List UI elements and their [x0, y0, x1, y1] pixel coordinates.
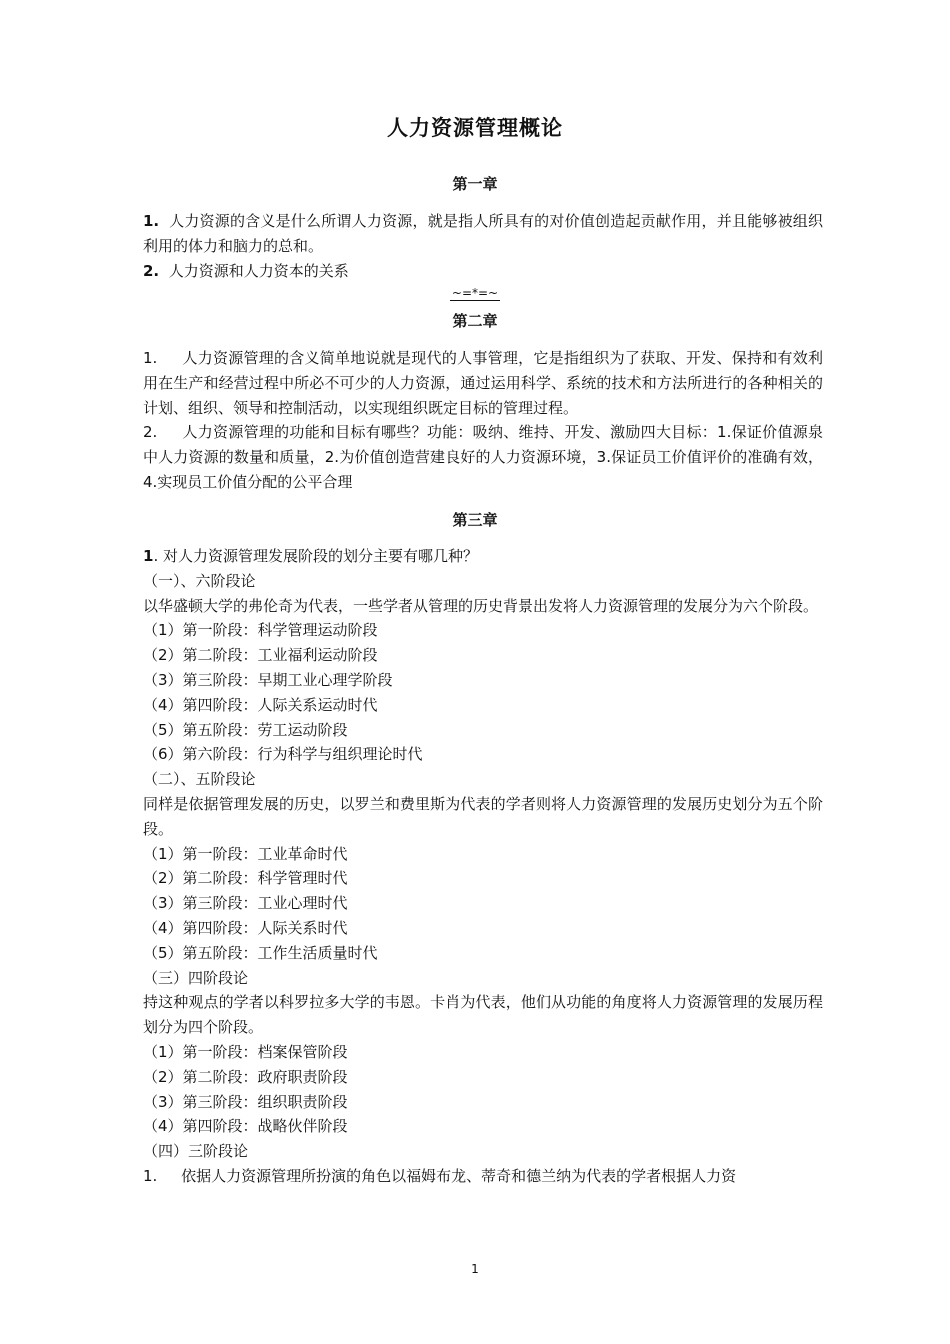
chapter-3-question — [143, 544, 823, 569]
five-stage-item: （3）第三阶段：工业心理时代 — [143, 894, 348, 913]
item-number: 1. — [143, 349, 158, 367]
chapter-1-heading: 第一章 — [452, 175, 498, 193]
item-text: . 对人力资源管理发展阶段的划分主要有哪几种？ — [153, 547, 478, 565]
separator-mark: ~=*=~ — [451, 286, 499, 300]
item-number: 2. — [143, 261, 160, 280]
six-stage-item: （5）第五阶段：劳工运动阶段 — [143, 720, 348, 739]
six-stage-item: （4）第四阶段：人际关系运动时代 — [143, 695, 378, 714]
item-text: 人力资源管理的功能和目标有哪些？功能：吸纳、维持、开发、激励四大目标：1.保证价值源泉中人力资源的数量和质量，2.为价值创造营建良好的人力资源环境，3.保证员工价值评价的准确有效，4.实现员工价值分配的公平合理 — [143, 423, 823, 491]
six-stage-item: （3）第三阶段：早期工业心理学阶段 — [143, 670, 393, 689]
chapter-2-heading: 第二章 — [452, 312, 498, 330]
five-stage-item: （4）第四阶段：人际关系时代 — [143, 918, 348, 937]
four-stage-item: （2）第二阶段：政府职责阶段 — [143, 1067, 348, 1086]
three-stage-item-1 — [143, 1164, 823, 1189]
chapter-3-heading: 第三章 — [452, 511, 498, 529]
four-stage-item: （4）第四阶段：战略伙伴阶段 — [143, 1117, 348, 1136]
item-number: 1 — [143, 547, 154, 565]
chapter-2-body — [143, 346, 823, 495]
four-stage-intro: 持这种观点的学者以科罗拉多大学的韦恩。卡肖为代表，他们从功能的角度将人力资源管理的发展历程划分为四个阶段。 — [143, 993, 823, 1037]
item-number: 2. — [143, 423, 158, 442]
section-separator — [0, 286, 950, 300]
five-stage-intro: 同样是依据管理发展的历史，以罗兰和费里斯为代表的学者则将人力资源管理的发展历史划分为五个阶段。 — [143, 794, 823, 838]
item-text: 人力资源管理的含义简单地说就是现代的人事管理，它是指组织为了获取、开发、保持和有效利用在生产和经营过程中所必不可少的人力资源，通过运用科学、系统的技术和方法所进行的各种相关的计划、组织、领导和控制活动，以实现组织既定目标的管理过程。 — [143, 349, 824, 417]
item-text: 人力资源的含义是什么所谓人力资源，就是指人所具有的对价值创造起贡献作用，并且能够被组织利用的体力和脑力的总和。 — [143, 212, 823, 255]
chapter-1-item-2 — [143, 259, 823, 284]
item-number: 1. — [143, 1166, 158, 1185]
six-stage-heading: （一）、六阶段论 — [143, 571, 256, 590]
item-text: 依据人力资源管理所扮演的角色以福姆布龙、蒂奇和德兰纳为代表的学者根据人力资 — [181, 1166, 737, 1185]
four-stage-item: （1）第一阶段：档案保管阶段 — [143, 1042, 348, 1061]
four-stage-item: （3）第三阶段：组织职责阶段 — [143, 1092, 348, 1111]
chapter-1-body — [143, 209, 823, 283]
item-text: 人力资源和人力资本的关系 — [168, 261, 349, 280]
chapter-1-item-1 — [143, 209, 823, 259]
three-stage-heading: （四）三阶段论 — [143, 1142, 249, 1161]
five-stage-item: （2）第二阶段：科学管理时代 — [143, 869, 348, 888]
five-stage-heading: （二）、五阶段论 — [143, 770, 256, 789]
chapter-3-body — [143, 544, 823, 1189]
five-stage-item: （1）第一阶段：工业革命时代 — [143, 844, 348, 863]
four-stage-heading: （三）四阶段论 — [143, 968, 249, 987]
six-stage-item: （2）第二阶段：工业福利运动阶段 — [143, 646, 378, 665]
chapter-2-item-1 — [143, 346, 823, 420]
five-stage-item: （5）第五阶段：工作生活质量时代 — [143, 943, 378, 962]
document-title: 人力资源管理概论 — [387, 116, 563, 140]
six-stage-item: （6）第六阶段：行为科学与组织理论时代 — [143, 745, 423, 764]
chapter-2-item-2 — [143, 420, 823, 494]
six-stage-item: （1）第一阶段：科学管理运动阶段 — [143, 621, 378, 640]
page-number: 1 — [471, 1262, 479, 1276]
six-stage-intro: 以华盛顿大学的弗伦奇为代表，一些学者从管理的历史背景出发将人力资源管理的发展分为六个阶段。 — [143, 596, 819, 615]
item-number: 1. — [143, 212, 160, 230]
